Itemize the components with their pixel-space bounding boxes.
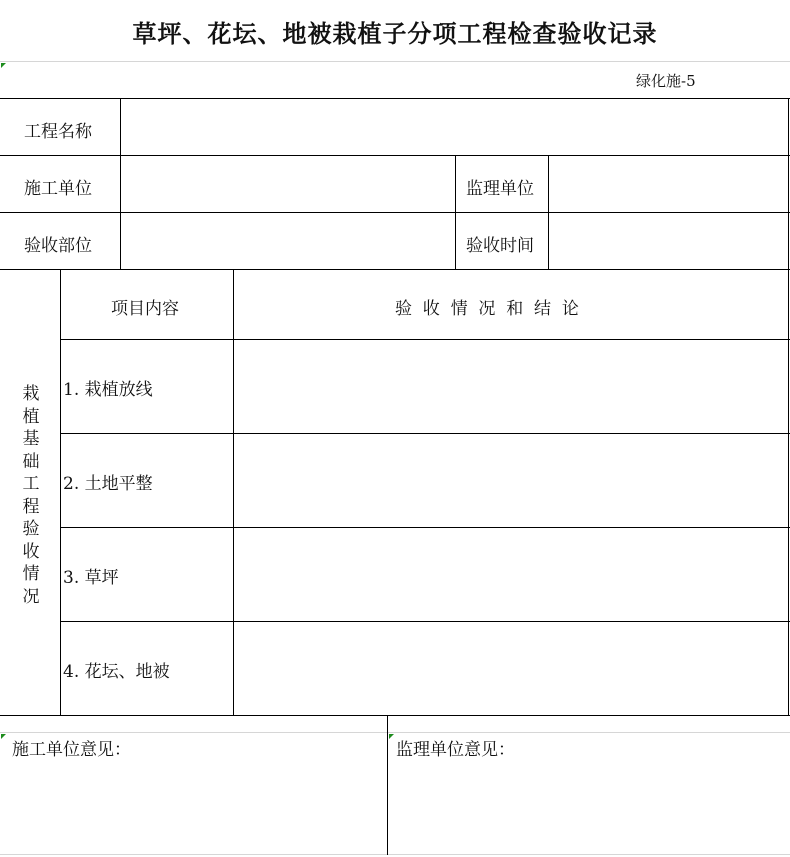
row-divider bbox=[0, 212, 790, 213]
col-divider bbox=[233, 269, 234, 715]
row-divider bbox=[0, 269, 790, 270]
project-name-label: 工程名称 bbox=[24, 122, 92, 142]
side-label-char: 基 bbox=[22, 429, 40, 449]
side-label-char: 程 bbox=[22, 496, 40, 517]
inspection-result-header: 验 收 情 况 和 结 论 bbox=[395, 299, 579, 319]
table-right-border bbox=[788, 98, 789, 715]
row-divider bbox=[60, 527, 790, 528]
construction-opinion-label: 施工单位意见： bbox=[12, 740, 131, 760]
item-label-staking: 1. 栽植放线 bbox=[63, 380, 153, 400]
side-label-char: 础 bbox=[22, 451, 40, 472]
item-label-lawn: 3. 草坪 bbox=[63, 568, 119, 588]
col-divider bbox=[120, 98, 121, 269]
row-divider bbox=[0, 155, 790, 156]
table-top-border bbox=[0, 98, 790, 99]
col-divider bbox=[455, 155, 456, 269]
form-title: 草坪、花坛、地被栽植子分项工程检查验收记录 bbox=[132, 18, 658, 48]
side-label-char: 工 bbox=[22, 474, 40, 494]
cell-comment-marker bbox=[1, 734, 6, 739]
side-label-char: 栽 bbox=[22, 384, 40, 404]
item-label-land-leveling: 2. 土地平整 bbox=[63, 474, 153, 494]
title-divider bbox=[0, 61, 790, 62]
side-label-char: 收 bbox=[22, 541, 40, 562]
row-divider bbox=[60, 621, 790, 622]
col-divider bbox=[60, 269, 61, 715]
inspection-part-label: 验收部位 bbox=[24, 236, 92, 256]
row-divider bbox=[60, 339, 790, 340]
row-divider bbox=[60, 433, 790, 434]
supervision-unit-label: 监理单位 bbox=[466, 179, 534, 199]
side-label-char: 验 bbox=[22, 519, 40, 539]
side-label-char: 情 bbox=[22, 564, 40, 584]
cell-comment-marker bbox=[389, 734, 394, 739]
supervision-opinion-label: 监理单位意见： bbox=[396, 740, 515, 760]
row-divider bbox=[0, 715, 790, 716]
inspection-time-label: 验收时间 bbox=[466, 236, 534, 256]
grid-line bbox=[0, 732, 790, 733]
item-content-header: 项目内容 bbox=[111, 299, 179, 319]
col-divider bbox=[548, 155, 549, 269]
side-label-char: 况 bbox=[22, 586, 40, 607]
construction-unit-label: 施工单位 bbox=[24, 179, 92, 199]
cell-comment-marker bbox=[1, 63, 6, 68]
item-label-flower-bed: 4. 花坛、地被 bbox=[63, 662, 170, 682]
col-divider bbox=[387, 715, 388, 855]
side-label-char: 植 bbox=[22, 406, 40, 427]
section-side-label bbox=[18, 383, 44, 608]
form-code: 绿化施-5 bbox=[636, 72, 696, 90]
grid-line bbox=[0, 854, 790, 855]
